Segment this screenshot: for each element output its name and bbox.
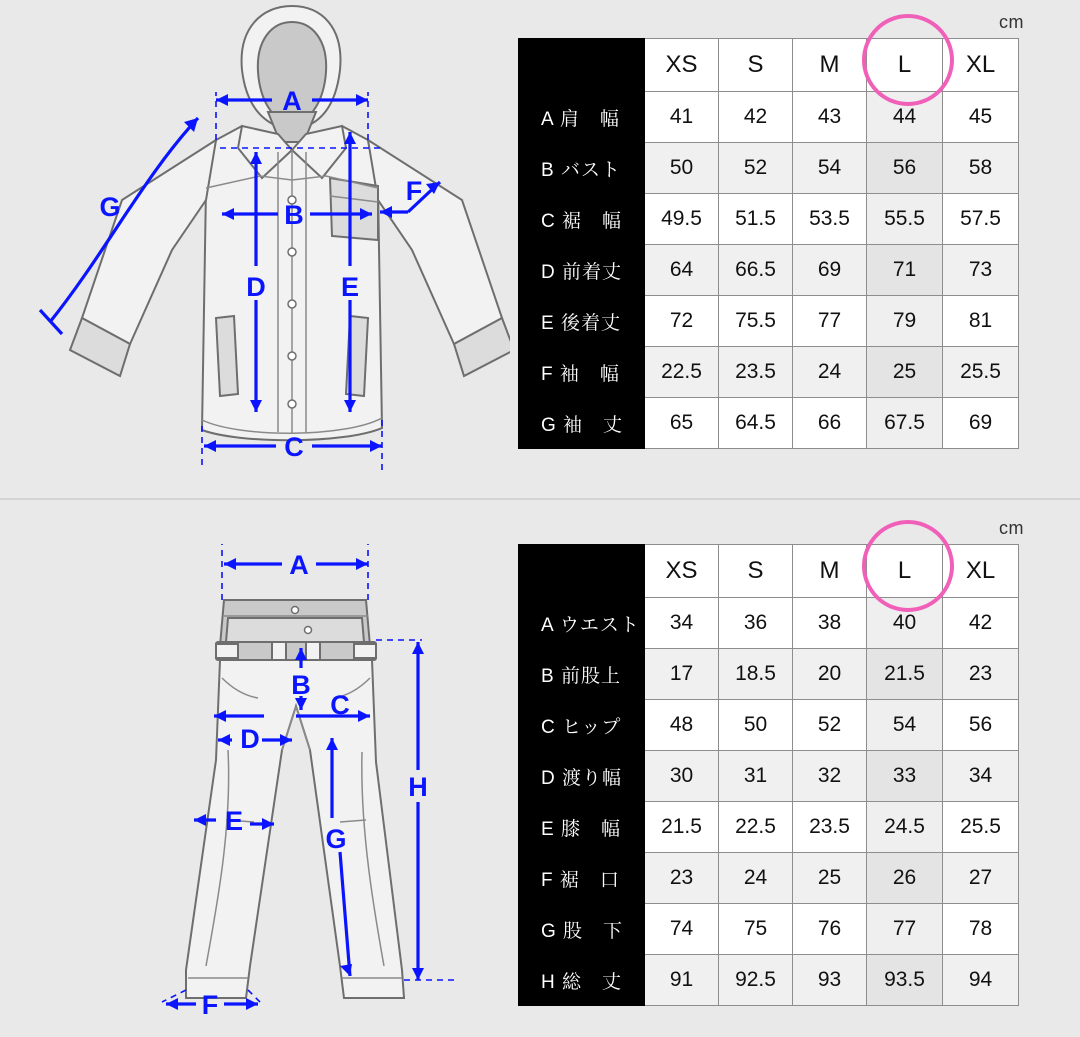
svg-text:A: A	[289, 550, 309, 580]
jacket-table-header-row	[519, 39, 1019, 92]
pants-cell-b-l: 21.5	[867, 649, 943, 700]
svg-text:G: G	[99, 192, 121, 222]
pants-cell-b-s: 18.5	[719, 649, 793, 700]
jacket-cell-c-xl: 57.5	[943, 194, 1019, 245]
jacket-cell-c-l: 55.5	[867, 194, 943, 245]
jacket-cell-e-m: 77	[793, 296, 867, 347]
jacket-cell-g-xl: 69	[943, 398, 1019, 449]
table-row	[519, 347, 1019, 398]
jacket-size-panel	[0, 0, 1080, 500]
pants-row-label-g: G 股 下	[519, 904, 645, 955]
table-row	[519, 649, 1019, 700]
jacket-cell-b-xl: 58	[943, 143, 1019, 194]
jacket-cell-e-xs: 72	[645, 296, 719, 347]
table-row	[519, 853, 1019, 904]
pants-cell-a-l: 40	[867, 598, 943, 649]
pants-cell-d-xl: 34	[943, 751, 1019, 802]
table-row	[519, 751, 1019, 802]
jacket-cell-a-xs: 41	[645, 92, 719, 143]
pants-cell-c-xs: 48	[645, 700, 719, 751]
svg-text:B: B	[284, 200, 304, 230]
pants-cell-a-m: 38	[793, 598, 867, 649]
jacket-cell-a-l: 44	[867, 92, 943, 143]
jacket-cell-c-s: 51.5	[719, 194, 793, 245]
svg-text:C: C	[284, 432, 304, 462]
table-row	[519, 143, 1019, 194]
pants-cell-b-m: 20	[793, 649, 867, 700]
pants-cell-a-xl: 42	[943, 598, 1019, 649]
pants-cell-g-l: 77	[867, 904, 943, 955]
pants-cell-g-xs: 74	[645, 904, 719, 955]
pants-row-label-b: B 前股上	[519, 649, 645, 700]
svg-text:F: F	[405, 176, 423, 206]
pants-cell-c-m: 52	[793, 700, 867, 751]
svg-text:G: G	[325, 824, 347, 854]
jacket-row-label-a: A 肩 幅	[519, 92, 645, 143]
table-row	[519, 194, 1019, 245]
jacket-cell-b-s: 52	[719, 143, 793, 194]
jacket-row-label-c: C 裾 幅	[519, 194, 645, 245]
pants-cell-d-m: 32	[793, 751, 867, 802]
pants-unit-label: cm	[999, 518, 1024, 538]
pants-table-header-row	[519, 545, 1019, 598]
jacket-cell-a-xl: 45	[943, 92, 1019, 143]
jacket-row-label-d: D 前着丈	[519, 245, 645, 296]
jacket-cell-b-l: 56	[867, 143, 943, 194]
jacket-col-m: M	[793, 39, 867, 92]
pants-cell-h-s: 92.5	[719, 955, 793, 1006]
pants-table-corner	[519, 545, 645, 598]
table-row	[519, 904, 1019, 955]
jacket-cell-d-xl: 73	[943, 245, 1019, 296]
jacket-cell-d-xs: 64	[645, 245, 719, 296]
table-row	[519, 955, 1019, 1006]
jacket-col-xl: XL	[943, 39, 1019, 92]
pants-cell-a-s: 36	[719, 598, 793, 649]
jacket-cell-f-l: 25	[867, 347, 943, 398]
table-row	[519, 92, 1019, 143]
pants-row-label-a: A ウエスト	[519, 598, 645, 649]
pants-col-m: M	[793, 545, 867, 598]
pants-col-xl: XL	[943, 545, 1019, 598]
jacket-diagram	[10, 0, 510, 500]
svg-text:D: D	[240, 724, 260, 754]
jacket-cell-f-xl: 25.5	[943, 347, 1019, 398]
jacket-cell-f-s: 23.5	[719, 347, 793, 398]
pants-col-xs: XS	[645, 545, 719, 598]
pants-cell-e-l: 24.5	[867, 802, 943, 853]
pants-cell-h-xs: 91	[645, 955, 719, 1006]
pants-size-panel	[0, 500, 1080, 1037]
jacket-cell-c-xs: 49.5	[645, 194, 719, 245]
pants-cell-e-xs: 21.5	[645, 802, 719, 853]
pants-cell-b-xs: 17	[645, 649, 719, 700]
jacket-col-xs: XS	[645, 39, 719, 92]
svg-text:F: F	[201, 990, 219, 1020]
pants-row-label-d: D 渡り幅	[519, 751, 645, 802]
table-row	[519, 296, 1019, 347]
pants-diagram	[10, 500, 510, 1037]
svg-text:E: E	[340, 272, 360, 302]
pants-cell-g-s: 75	[719, 904, 793, 955]
pants-cell-c-l: 54	[867, 700, 943, 751]
pants-cell-c-s: 50	[719, 700, 793, 751]
pants-row-label-e: E 膝 幅	[519, 802, 645, 853]
jacket-cell-d-l: 71	[867, 245, 943, 296]
pants-cell-f-m: 25	[793, 853, 867, 904]
pants-cell-h-l: 93.5	[867, 955, 943, 1006]
svg-text:D: D	[246, 272, 266, 302]
pants-col-l: L	[867, 545, 943, 598]
pants-cell-d-s: 31	[719, 751, 793, 802]
jacket-cell-c-m: 53.5	[793, 194, 867, 245]
svg-text:E: E	[224, 806, 244, 836]
svg-text:H: H	[408, 772, 428, 802]
pants-cell-f-s: 24	[719, 853, 793, 904]
table-row	[519, 398, 1019, 449]
table-row	[519, 802, 1019, 853]
pants-cell-b-xl: 23	[943, 649, 1019, 700]
jacket-col-s: S	[719, 39, 793, 92]
jacket-cell-b-xs: 50	[645, 143, 719, 194]
pants-cell-a-xs: 34	[645, 598, 719, 649]
pants-size-table	[518, 544, 1019, 1006]
pants-cell-d-l: 33	[867, 751, 943, 802]
pants-row-label-c: C ヒップ	[519, 700, 645, 751]
pants-cell-h-m: 93	[793, 955, 867, 1006]
svg-text:B: B	[291, 670, 311, 700]
pants-cell-e-m: 23.5	[793, 802, 867, 853]
pants-cell-e-s: 22.5	[719, 802, 793, 853]
jacket-cell-d-s: 66.5	[719, 245, 793, 296]
pants-cell-g-m: 76	[793, 904, 867, 955]
jacket-cell-a-s: 42	[719, 92, 793, 143]
jacket-cell-g-s: 64.5	[719, 398, 793, 449]
jacket-cell-g-m: 66	[793, 398, 867, 449]
jacket-cell-a-m: 43	[793, 92, 867, 143]
jacket-cell-g-xs: 65	[645, 398, 719, 449]
jacket-cell-e-l: 79	[867, 296, 943, 347]
jacket-col-l: L	[867, 39, 943, 92]
pants-cell-d-xs: 30	[645, 751, 719, 802]
table-row	[519, 700, 1019, 751]
table-row	[519, 598, 1019, 649]
jacket-cell-b-m: 54	[793, 143, 867, 194]
table-row	[519, 245, 1019, 296]
pants-cell-f-xl: 27	[943, 853, 1019, 904]
jacket-cell-e-xl: 81	[943, 296, 1019, 347]
jacket-unit-label: cm	[999, 12, 1024, 32]
svg-text:A: A	[282, 86, 302, 116]
jacket-row-label-b: B バスト	[519, 143, 645, 194]
jacket-size-table	[518, 38, 1019, 449]
pants-row-label-f: F 裾 口	[519, 853, 645, 904]
pants-cell-c-xl: 56	[943, 700, 1019, 751]
jacket-cell-g-l: 67.5	[867, 398, 943, 449]
pants-cell-h-xl: 94	[943, 955, 1019, 1006]
jacket-row-label-e: E 後着丈	[519, 296, 645, 347]
svg-text:C: C	[330, 690, 350, 720]
pants-row-label-h: H 総 丈	[519, 955, 645, 1006]
jacket-cell-f-m: 24	[793, 347, 867, 398]
pants-col-s: S	[719, 545, 793, 598]
jacket-cell-f-xs: 22.5	[645, 347, 719, 398]
pants-cell-f-l: 26	[867, 853, 943, 904]
jacket-cell-e-s: 75.5	[719, 296, 793, 347]
pants-cell-f-xs: 23	[645, 853, 719, 904]
pants-cell-e-xl: 25.5	[943, 802, 1019, 853]
jacket-cell-d-m: 69	[793, 245, 867, 296]
jacket-row-label-g: G 袖 丈	[519, 398, 645, 449]
jacket-table-corner	[519, 39, 645, 92]
pants-cell-g-xl: 78	[943, 904, 1019, 955]
jacket-row-label-f: F 袖 幅	[519, 347, 645, 398]
